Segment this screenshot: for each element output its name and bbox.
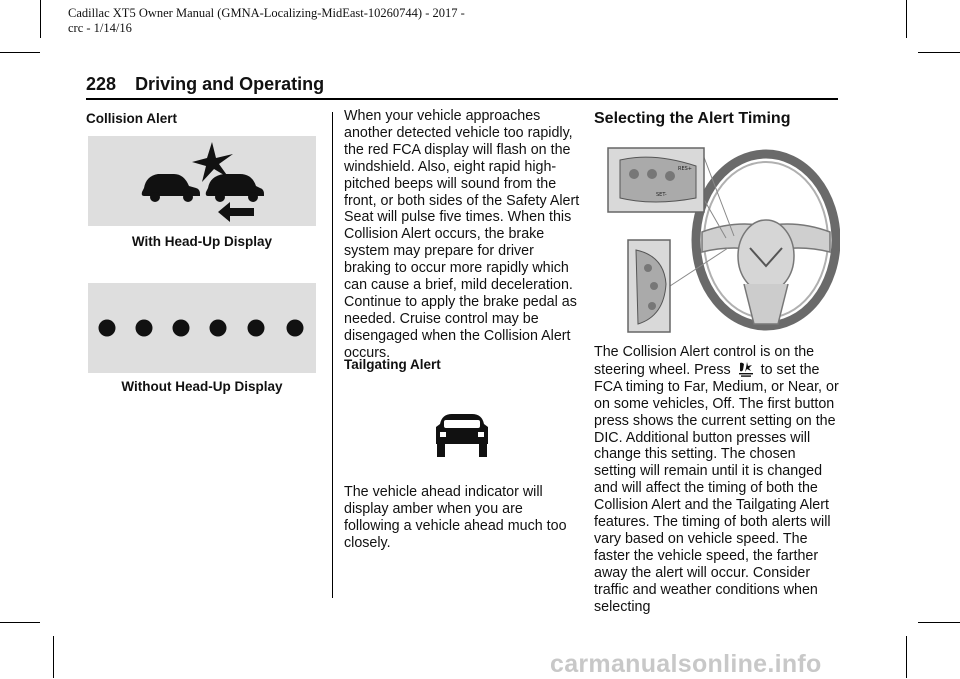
collision-alert-title: Collision Alert [86,111,178,126]
alert-timing-text-start: The Collision Alert control is on the steering wheel. Press [594,344,815,378]
vehicle-ahead-icon [430,410,494,460]
crop-mark [918,622,960,623]
hud-caption: With Head-Up Display [131,234,273,249]
document-header-line2: crc - 1/14/16 [68,21,132,35]
section-title: Driving and Operating [135,74,325,94]
crop-mark [40,0,41,38]
collision-alert-paragraph: When your vehicle approaches another detected vehicle too rapidly, the red FCA display will flash on the windshield. Also, eight rapid high-pitched beeps will sound from the front, or both sides of the Safety Alert Seat will pulse five times. When this Collision Alert occurs, the brake system may prepare for driver braking to occur more rapidly which can cause a brief, mild deceleration. Continue to apply the brake pedal as needed. Cruise control may be disengaged when the Collision Alert occurs. [344,108,580,361]
led-lights-icon [88,283,316,373]
page-heading [86,74,324,95]
set-label: SET- [656,192,667,198]
steering-wheel-controls-image [604,144,840,336]
crop-mark [906,0,907,38]
hud-collision-alert-image [88,136,316,226]
alert-timing-text-end: to set the FCA timing to Far, Medium, or Near, or on some vehicles, Off. The first button press shows the current setting on the DIC. Additional button presses will change this setting. The chosen setting will remain until it is changed and will affect the timing of both the Collision Alert and the Tailgating Alert features. The timing of both alerts will vary based on vehicle speed. The faster the vehicle speed, the farther away the alert will occur. Consider traffic and weather conditions when selecting [594,361,839,615]
tailgating-alert-paragraph: The vehicle ahead indicator will display amber when you are following a vehicle ahead much too closely. [344,484,567,551]
document-header [68,6,465,36]
crop-mark [0,622,40,623]
document-header-line1: Cadillac XT5 Owner Manual (GMNA-Localizing-MidEast-10260744) - 2017 - [68,6,465,20]
crop-mark [0,52,40,53]
heading-rule [86,98,838,100]
alert-timing-heading: Selecting the Alert Timing [594,110,791,127]
page-number: 228 [86,74,117,94]
crop-mark [53,636,54,678]
watermark: carmanualsonline.info [550,650,822,678]
hud-collision-alert-icon [88,136,316,226]
column-divider [332,112,333,598]
no-hud-caption: Without Head-Up Display [121,379,283,394]
crop-mark [906,636,907,678]
crop-mark [918,52,960,53]
collision-alert-timing-icon [735,361,757,377]
alert-timing-paragraph [594,344,840,616]
res-label: RES+ [678,166,692,172]
tailgating-alert-title: Tailgating Alert [344,357,441,372]
no-hud-led-image [88,283,316,373]
